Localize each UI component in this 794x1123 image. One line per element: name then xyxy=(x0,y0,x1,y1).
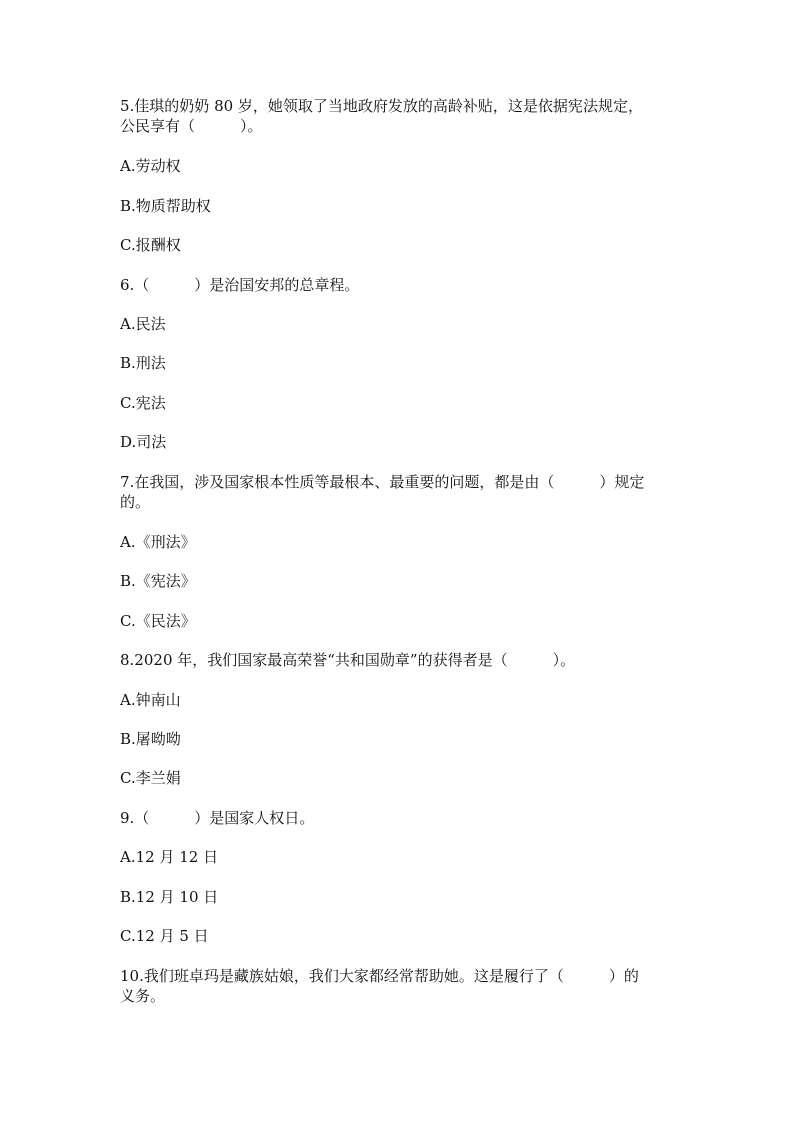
option-a: A.12 月 12 日 xyxy=(120,848,219,866)
option-c: C.李兰娟 xyxy=(120,769,181,787)
stem-line: 义务。 xyxy=(120,987,166,1005)
option-a: A.民法 xyxy=(120,315,166,333)
option-a: A.《刑法》 xyxy=(120,533,196,551)
option-d: D.司法 xyxy=(120,433,167,451)
option-c: C.报酬权 xyxy=(120,236,181,254)
option-c: C.12 月 5 日 xyxy=(120,927,209,945)
question-10 xyxy=(120,966,680,1006)
option-a: A.劳动权 xyxy=(120,157,181,175)
stem-line: 公民享有（ ）。 xyxy=(120,117,263,135)
question-stem xyxy=(120,966,680,1006)
option-c: C.宪法 xyxy=(120,394,166,412)
option-a: A.钟南山 xyxy=(120,691,181,709)
option-b: B.刑法 xyxy=(120,354,166,372)
option-c: C.《民法》 xyxy=(120,612,196,630)
question-stem xyxy=(120,96,643,136)
option-b: B.《宪法》 xyxy=(120,572,196,590)
question-5 xyxy=(120,96,643,136)
option-b: B.屠呦呦 xyxy=(120,730,181,748)
stem-line: 10.我们班卓玛是藏族姑娘，我们大家都经常帮助她。这是履行了（ ）的 xyxy=(120,967,639,985)
stem-line: 7.在我国，涉及国家根本性质等最根本、最重要的问题，都是由（ ）规定 xyxy=(120,473,645,491)
question-stem xyxy=(120,472,680,512)
question-9-stem: 9.（ ）是国家人权日。 xyxy=(120,809,315,827)
option-b: B.物质帮助权 xyxy=(120,197,211,215)
question-6-stem: 6.（ ）是治国安邦的总章程。 xyxy=(120,276,360,294)
stem-line: 5.佳琪的奶奶 80 岁，她领取了当地政府发放的高龄补贴，这是依据宪法规定， xyxy=(120,97,643,115)
option-b: B.12 月 10 日 xyxy=(120,888,219,906)
question-8-stem: 8.2020 年，我们国家最高荣誉“共和国勋章”的获得者是（ ）。 xyxy=(120,651,576,669)
question-7 xyxy=(120,472,680,512)
stem-line: 的。 xyxy=(120,493,151,511)
